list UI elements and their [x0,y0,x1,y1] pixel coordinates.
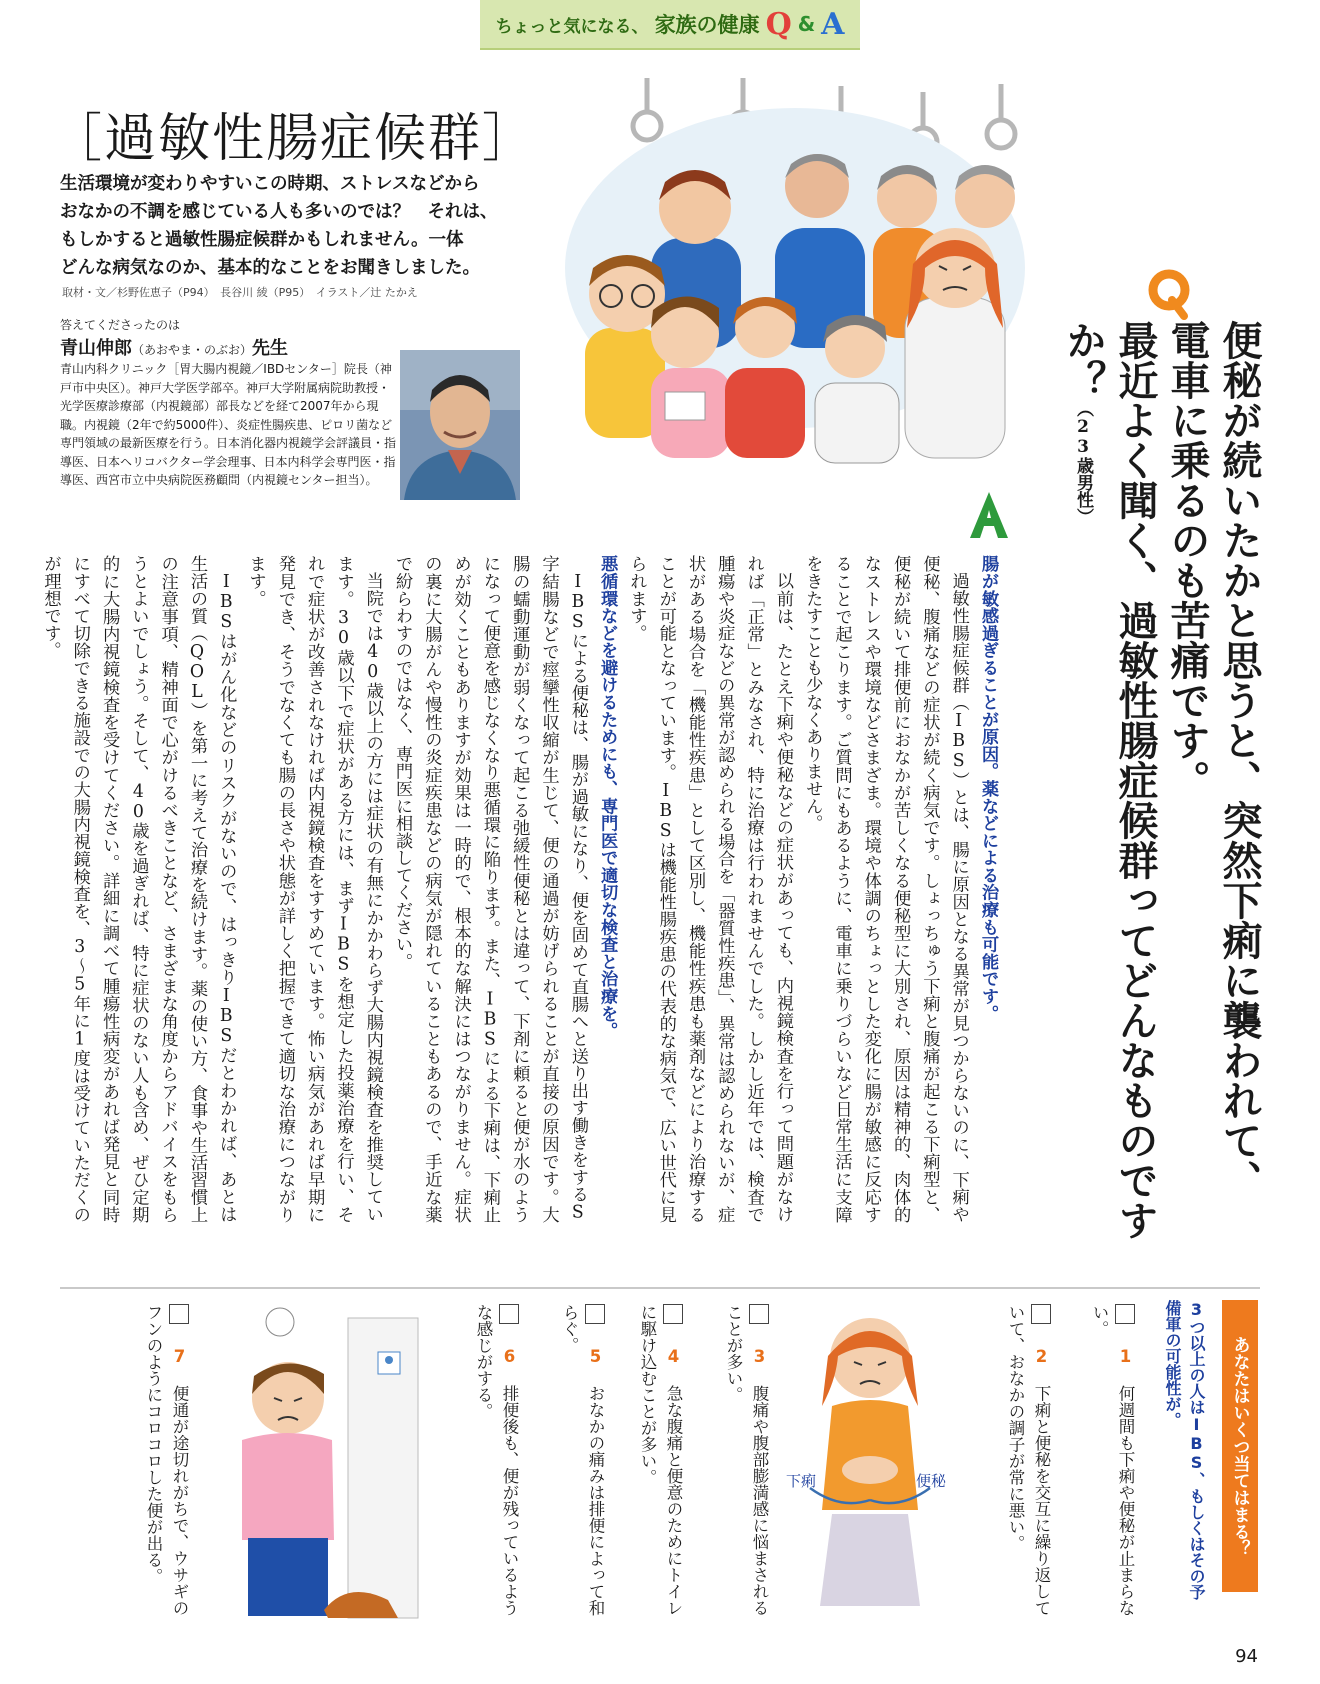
answer-paragraph: IBSによる便秘は、腸が過敏になり、便を固めて直腸へと送り出す働きをするS字結腸などで痙攣性収縮が生じて、便の通過が妨げられることが直接の原因です。大腸の蠕動運動が弱くなって起こる弛緩性便秘とは違って、下剤に頼ると便が水のようになって便意を感じなくなり悪循環に陥ります。また、IBSによる下痢は、下痢止めが効くこともありますが効果は一時的で、根本的な解決にはつながりません。症状の裏に大腸がんや慢性の炎症疾患などの病気が隠れていることもあるので、手近な薬で紛らわすのではなく、専門医に相談してください。 [392,555,588,1223]
item-text: 急な腹痛と便意のためにトイレに駆け込むことが多い。 [638,1304,683,1616]
answer-a-mark [968,490,1010,540]
item-number: 7 [170,1347,189,1366]
checkbox[interactable] [663,1304,683,1324]
stomach-ache-illustration [780,1310,960,1610]
checkbox[interactable] [1115,1304,1135,1324]
checklist-item[interactable] [634,1304,686,1624]
question-asker: （23歳男性） [1073,400,1093,525]
item-number: 5 [586,1347,605,1366]
checklist-item[interactable] [470,1304,522,1624]
train-crowd-illustration [555,78,1030,470]
toilet-boy-illustration [228,1300,428,1620]
respondent-name [60,334,288,360]
respondent-bio: 青山内科クリニック［胃大腸内視鏡／IBDセンター］院長（神戸市中央区）。神戸大学医学部卒。神戸大学附属病院助教授・光学医療診療部（内視鏡部）部長などを経て2007年から現職。内視鏡（2年で約5000件）、炎症性腸疾患、ピロリ菌など専門領域の最新医療を行う。日本消化器内視鏡学会評議員・指導医、日本ヘリコバクター学会理事、日本内科学会専門医・指導医、西宮市立中央病院医務顧問（内視鏡センター担当）。 [60,362,397,487]
item-text: 何週間も下痢や便秘が止まらない。 [1090,1304,1135,1616]
checklist-divider [60,1287,1260,1289]
doctor-photo [400,350,520,500]
checkbox[interactable] [1031,1304,1051,1324]
respondent-suffix: 先生 [252,338,289,359]
checkbox[interactable] [749,1304,769,1324]
answer-headline: 腸が敏感過ぎることが原因。薬などによる治療も可能です。 [978,555,998,1022]
question-q-mark [1148,268,1190,320]
page-title: ［過敏性腸症候群］ [50,109,537,169]
item-text: おなかの痛みは排便によって和らぐ。 [560,1304,605,1616]
respondent-reading: （あおやま・のぶお） [132,343,253,357]
answer-body [40,555,1002,1223]
series-q-letter: Q [765,6,792,42]
checklist-item[interactable] [556,1304,608,1624]
question-line: 電車に乗るのも苦痛です。 [1164,320,1211,800]
checkbox[interactable] [585,1304,605,1324]
series-a-letter: A [821,6,845,42]
question-line [1057,320,1161,1240]
illus-label-diarrhea: 下痢 [786,1472,817,1490]
checklist-item[interactable] [1002,1304,1054,1624]
lead-line: おなかの不調を感じている人も多いのでは？ それは、 [60,202,498,222]
series-amp: & [797,12,816,36]
answer-paragraph: 以前は、たとえ下痢や便秘などの症状があっても、内視鏡検査を行って問題がなければ「正常」とみなされ、特に治療は行われませんでした。しかし近年では、検査で腫瘍や炎症などの異常が認められる場合を「器質性疾患」、異常は認められないが、症状がある場合を「機能性疾患」として区別し、機能性疾患も薬剤などにより治療することが可能となっています。IBSは機能性腸疾患の代表的な病気で、広い世代に見られます。 [626,555,793,1223]
checklist-item[interactable] [140,1304,192,1624]
answer-paragraph: 当院では40歳以上の方には症状の有無にかかわらず大腸内視鏡検査を推奨しています。30歳以下で症状がある方には、まずIBSを想定した投薬治療を行い、それで症状が改善されなければ内視鏡検査をすすめています。怖い病気があれば早期に発見でき、そうでなくても腸の長さや状態が詳しく把握できて適切な治療につながります。 [245,555,383,1223]
item-number: 1 [1116,1347,1135,1366]
item-text: 排便後も、便が残っているような感じがする。 [474,1304,519,1616]
lead-line: 生活環境が変わりやすいこの時期、ストレスなどから [60,174,480,194]
item-text: 便通が途切れがちで、ウサギのフンのようにコロコロした便が出る。 [144,1304,189,1616]
item-number: 6 [500,1347,519,1366]
credit-line: 取材・文／杉野佐恵子（P94） 長谷川 綾（P95） イラスト／辻 たかえ [62,286,418,299]
question-line-text: 最近よく聞く、過敏性腸症候群ってどんなものですか？ [1060,320,1159,1240]
answer-headline-2: 悪循環などを避けるためにも、専門医で適切な検査と治療を。 [597,555,618,1040]
series-big-text: 家族の健康 [654,13,760,37]
question-line: 便秘が続いたかと思うと、突然下痢に襲われて、 [1216,320,1263,1200]
checkbox[interactable] [169,1304,189,1324]
checkbox[interactable] [499,1304,519,1324]
series-header [480,0,860,50]
lead-paragraph [60,170,530,282]
item-number: 4 [664,1347,683,1366]
lead-line: もしかすると過敏性腸症候群かもしれません。一体 [60,230,464,250]
series-small-text: ちょっと気になる、 [495,16,649,37]
checklist-item[interactable] [720,1304,772,1624]
checklist-heading: あなたはいくつ当てはまる？ [1222,1300,1258,1592]
respondent-name-text: 青山伸郎 [60,338,132,359]
question-text [1057,320,1265,1240]
checklist-subheading: 3つ以上の人はIBS、もしくはその予備軍の可能性が。 [1163,1300,1206,1600]
item-text: 腹痛や腹部膨満感に悩まされることが多い。 [724,1304,769,1616]
page-number: 94 [1235,1646,1258,1667]
lead-line: どんな病気なのか、基本的なことをお聞きしました。 [60,258,480,278]
illus-label-constipation: 便秘 [916,1472,947,1490]
item-number: 2 [1032,1347,1051,1366]
respondent-label: 答えてくださったのは [60,318,181,332]
item-text: 下痢と便秘を交互に繰り返していて、おなかの調子が常に悪い。 [1006,1304,1051,1616]
checklist-item[interactable] [1086,1304,1138,1624]
answer-paragraph: IBSはがん化などのリスクがないので、はっきりIBSだとわかれば、あとは生活の質（QOL）を第一に考えて治療を続けます。薬の使い方、食事や生活習慣上の注意事項、精神面で心がけるべきことなど、さまざまな角度からアドバイスをもらうとよいでしょう。そして、40歳を過ぎれば、特に症状のない人も含め、ぜひ定期的に大腸内視鏡検査を受けてください。詳細に調べて腫瘍性病変があれば発見と同時にすべて切除できる施設での大腸内視鏡検査を、3～5年に1度は受けていただくのが理想です。 [40,555,237,1223]
answer-paragraph: 過敏性腸症候群（IBS）とは、腸に原因となる異常が見つからないのに、下痢や便秘、腹痛などの症状が続く病気です。しょっちゅう下痢と腹痛が起こる下痢型と、便秘が続いて排便前におなかが苦しくなる便秘型に大別され、原因は精神的、肉体的なストレスや環境などさまざま。環境や体調のちょっとした変化に腸が敏感に反応することで起こります。ご質問にもあるように、電車に乗りづらいなど日常生活に支障をきたすことも少なくありません。 [802,555,969,1223]
item-number: 3 [750,1347,769,1366]
